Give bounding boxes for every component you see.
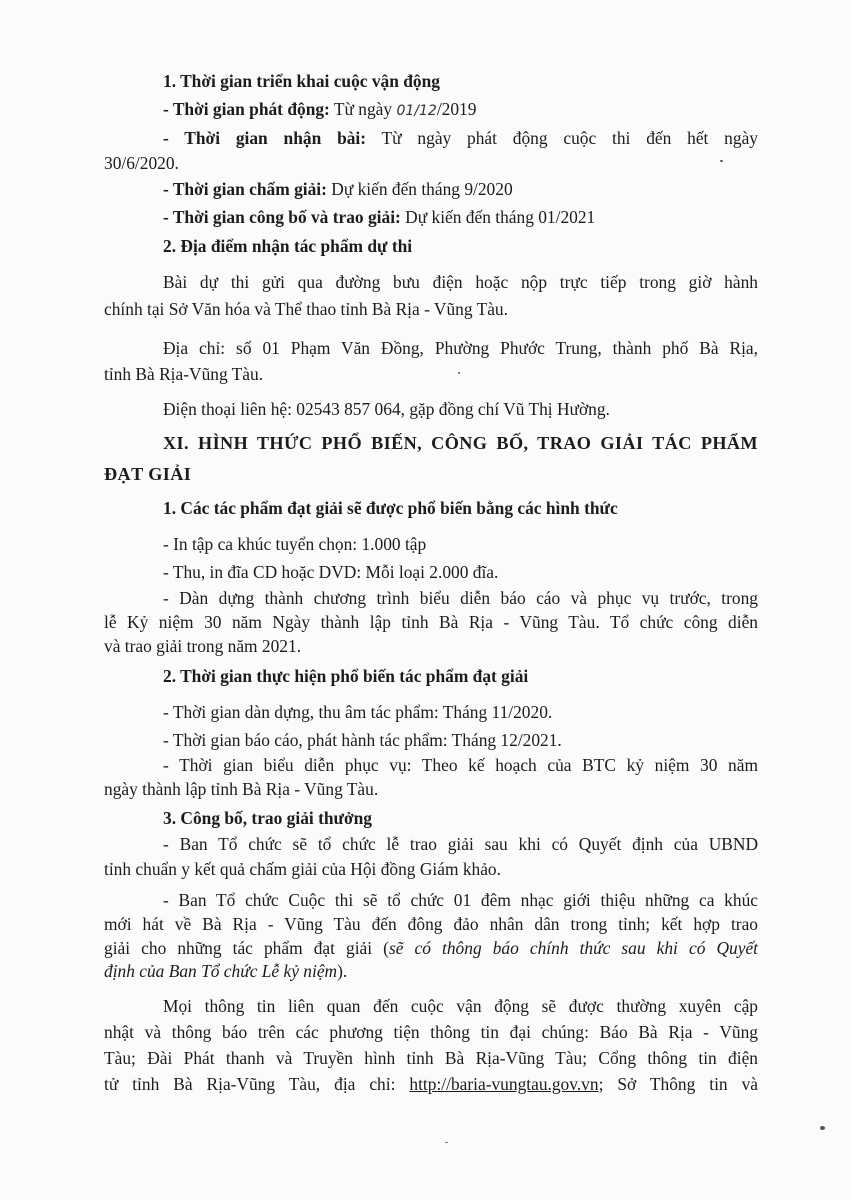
closing-line1: Mọi thông tin liên quan đến cuộc vận động sẽ được thường xuyên cập: [163, 996, 758, 1016]
section-xi-title-line2: ĐẠT GIẢI: [104, 464, 192, 484]
sub1-item-songbook: - In tập ca khúc tuyển chọn: 1.000 tập: [163, 534, 427, 554]
sub2-item3-line1: - Thời gian biểu diễn phục vụ: Theo kế hoạch của BTC kỷ niệm 30 năm: [163, 755, 758, 775]
sub1-item-cd-dvd: - Thu, in đĩa CD hoặc DVD: Mỗi loại 2.000 đĩa.: [163, 562, 499, 582]
contact-phone: Điện thoại liên hệ: 02543 857 064, gặp đồng chí Vũ Thị Hường.: [163, 399, 610, 419]
sub3-item2-line3-italic: sẽ có thông báo chính thức sau khi có Quyết: [388, 938, 758, 958]
sub2-item3-line2: ngày thành lập tỉnh Bà Rịa - Vũng Tàu.: [104, 779, 379, 799]
portal-link[interactable]: http://baria-vungtau.gov.vn: [409, 1074, 599, 1094]
judging-time: [163, 177, 513, 202]
receive-time-line1: [163, 126, 758, 151]
launch-time: [163, 97, 476, 124]
sub2-item-release: - Thời gian báo cáo, phát hành tác phẩm: Tháng 12/2021.: [163, 730, 562, 750]
announce-text: Dự kiến đến tháng 01/2021: [400, 207, 596, 227]
subsection-3-title: 3. Công bố, trao giải thưởng: [163, 808, 372, 828]
receive-label: - Thời gian nhận bài:: [163, 128, 367, 148]
submission-para-line1: Bài dự thi gửi qua đường bưu điện hoặc nộp trực tiếp trong giờ hành: [163, 272, 758, 292]
receive-time-line2: 30/6/2020.: [104, 153, 179, 173]
sub3-item2-line3: [104, 936, 758, 961]
sub3-item2-line4-italic: định của Ban Tổ chức Lễ kỷ niệm: [104, 961, 338, 981]
launch-suffix: /2019: [436, 99, 477, 119]
subsection-1-title: 1. Các tác phẩm đạt giải sẽ được phổ biến bằng các hình thức: [163, 498, 618, 518]
scan-speck: [445, 1142, 448, 1143]
closing-line3: Tàu; Đài Phát thanh và Truyền hình tỉnh Bà Rịa-Vũng Tàu; Cổng thông tin điện: [104, 1048, 758, 1068]
launch-label: - Thời gian phát động:: [163, 99, 330, 119]
section-xi-title-line1: XI. HÌNH THỨC PHỔ BIẾN, CÔNG BỐ, TRAO GIẢI TÁC PHẨM: [163, 433, 758, 453]
launch-prefix: Từ ngày: [329, 99, 397, 119]
judging-label: - Thời gian chấm giải:: [163, 179, 327, 199]
submission-para-line2: chính tại Sở Văn hóa và Thể thao tỉnh Bà Rịa - Vũng Tàu.: [104, 299, 508, 319]
sub3-item2-line2: mới hát về Bà Rịa - Vũng Tàu đến đông đảo nhân dân trong tỉnh; kết hợp trao: [104, 914, 758, 934]
sub3-item2-line1: - Ban Tổ chức Cuộc thi sẽ tổ chức 01 đêm nhạc giới thiệu những ca khúc: [163, 890, 758, 910]
closing-line4-prefix: tử tỉnh Bà Rịa-Vũng Tàu, địa chỉ:: [104, 1074, 410, 1094]
launch-handwritten-date: 01/12: [396, 103, 437, 119]
sub3-item1-line2: tỉnh chuẩn y kết quả chấm giải của Hội đồng Giám khảo.: [104, 859, 501, 879]
closing-line4: [104, 1072, 758, 1097]
judging-text: Dự kiến đến tháng 9/2020: [326, 179, 513, 199]
section-1-title: 1. Thời gian triển khai cuộc vận động: [163, 71, 440, 91]
scan-speck: [820, 1126, 825, 1130]
scan-speck: [720, 160, 723, 162]
sub1-item3-line3: và trao giải trong năm 2021.: [104, 636, 302, 656]
sub3-item1-line1: - Ban Tổ chức sẽ tổ chức lễ trao giải sau khi có Quyết định của UBND: [163, 834, 758, 854]
address-line2: tỉnh Bà Rịa-Vũng Tàu.: [104, 364, 264, 384]
sub1-item3-line1: - Dàn dựng thành chương trình biểu diễn báo cáo và phục vụ trước, trong: [163, 588, 758, 608]
announce-label: - Thời gian công bố và trao giải:: [163, 207, 401, 227]
sub1-item3-line2: lễ Kỷ niệm 30 năm Ngày thành lập tỉnh Bà Rịa - Vũng Tàu. Tổ chức công diễn: [104, 612, 758, 632]
subsection-2-title: 2. Thời gian thực hiện phổ biến tác phẩm đạt giải: [163, 666, 529, 686]
closing-line2: nhật và thông báo trên các phương tiện thông tin đại chúng: Báo Bà Rịa - Vũng: [104, 1022, 758, 1042]
receive-text-1: Từ ngày phát động cuộc thi đến hết ngày: [366, 128, 758, 148]
announce-time: [163, 205, 595, 230]
sub3-item2-line4-plain: ).: [337, 961, 348, 981]
sub3-item2-line3-plain: giải cho những tác phẩm đạt giải (: [104, 938, 389, 958]
section-2-title: 2. Địa điểm nhận tác phẩm dự thi: [163, 236, 413, 256]
address-line1: Địa chỉ: số 01 Phạm Văn Đồng, Phường Phước Trung, thành phố Bà Rịa,: [163, 338, 758, 358]
scan-speck: [458, 372, 460, 374]
sub3-item2-line4: [104, 959, 347, 984]
sub2-item-recording: - Thời gian dàn dựng, thu âm tác phẩm: Tháng 11/2020.: [163, 702, 553, 722]
closing-line4-suffix: ; Sở Thông tin và: [598, 1074, 758, 1094]
